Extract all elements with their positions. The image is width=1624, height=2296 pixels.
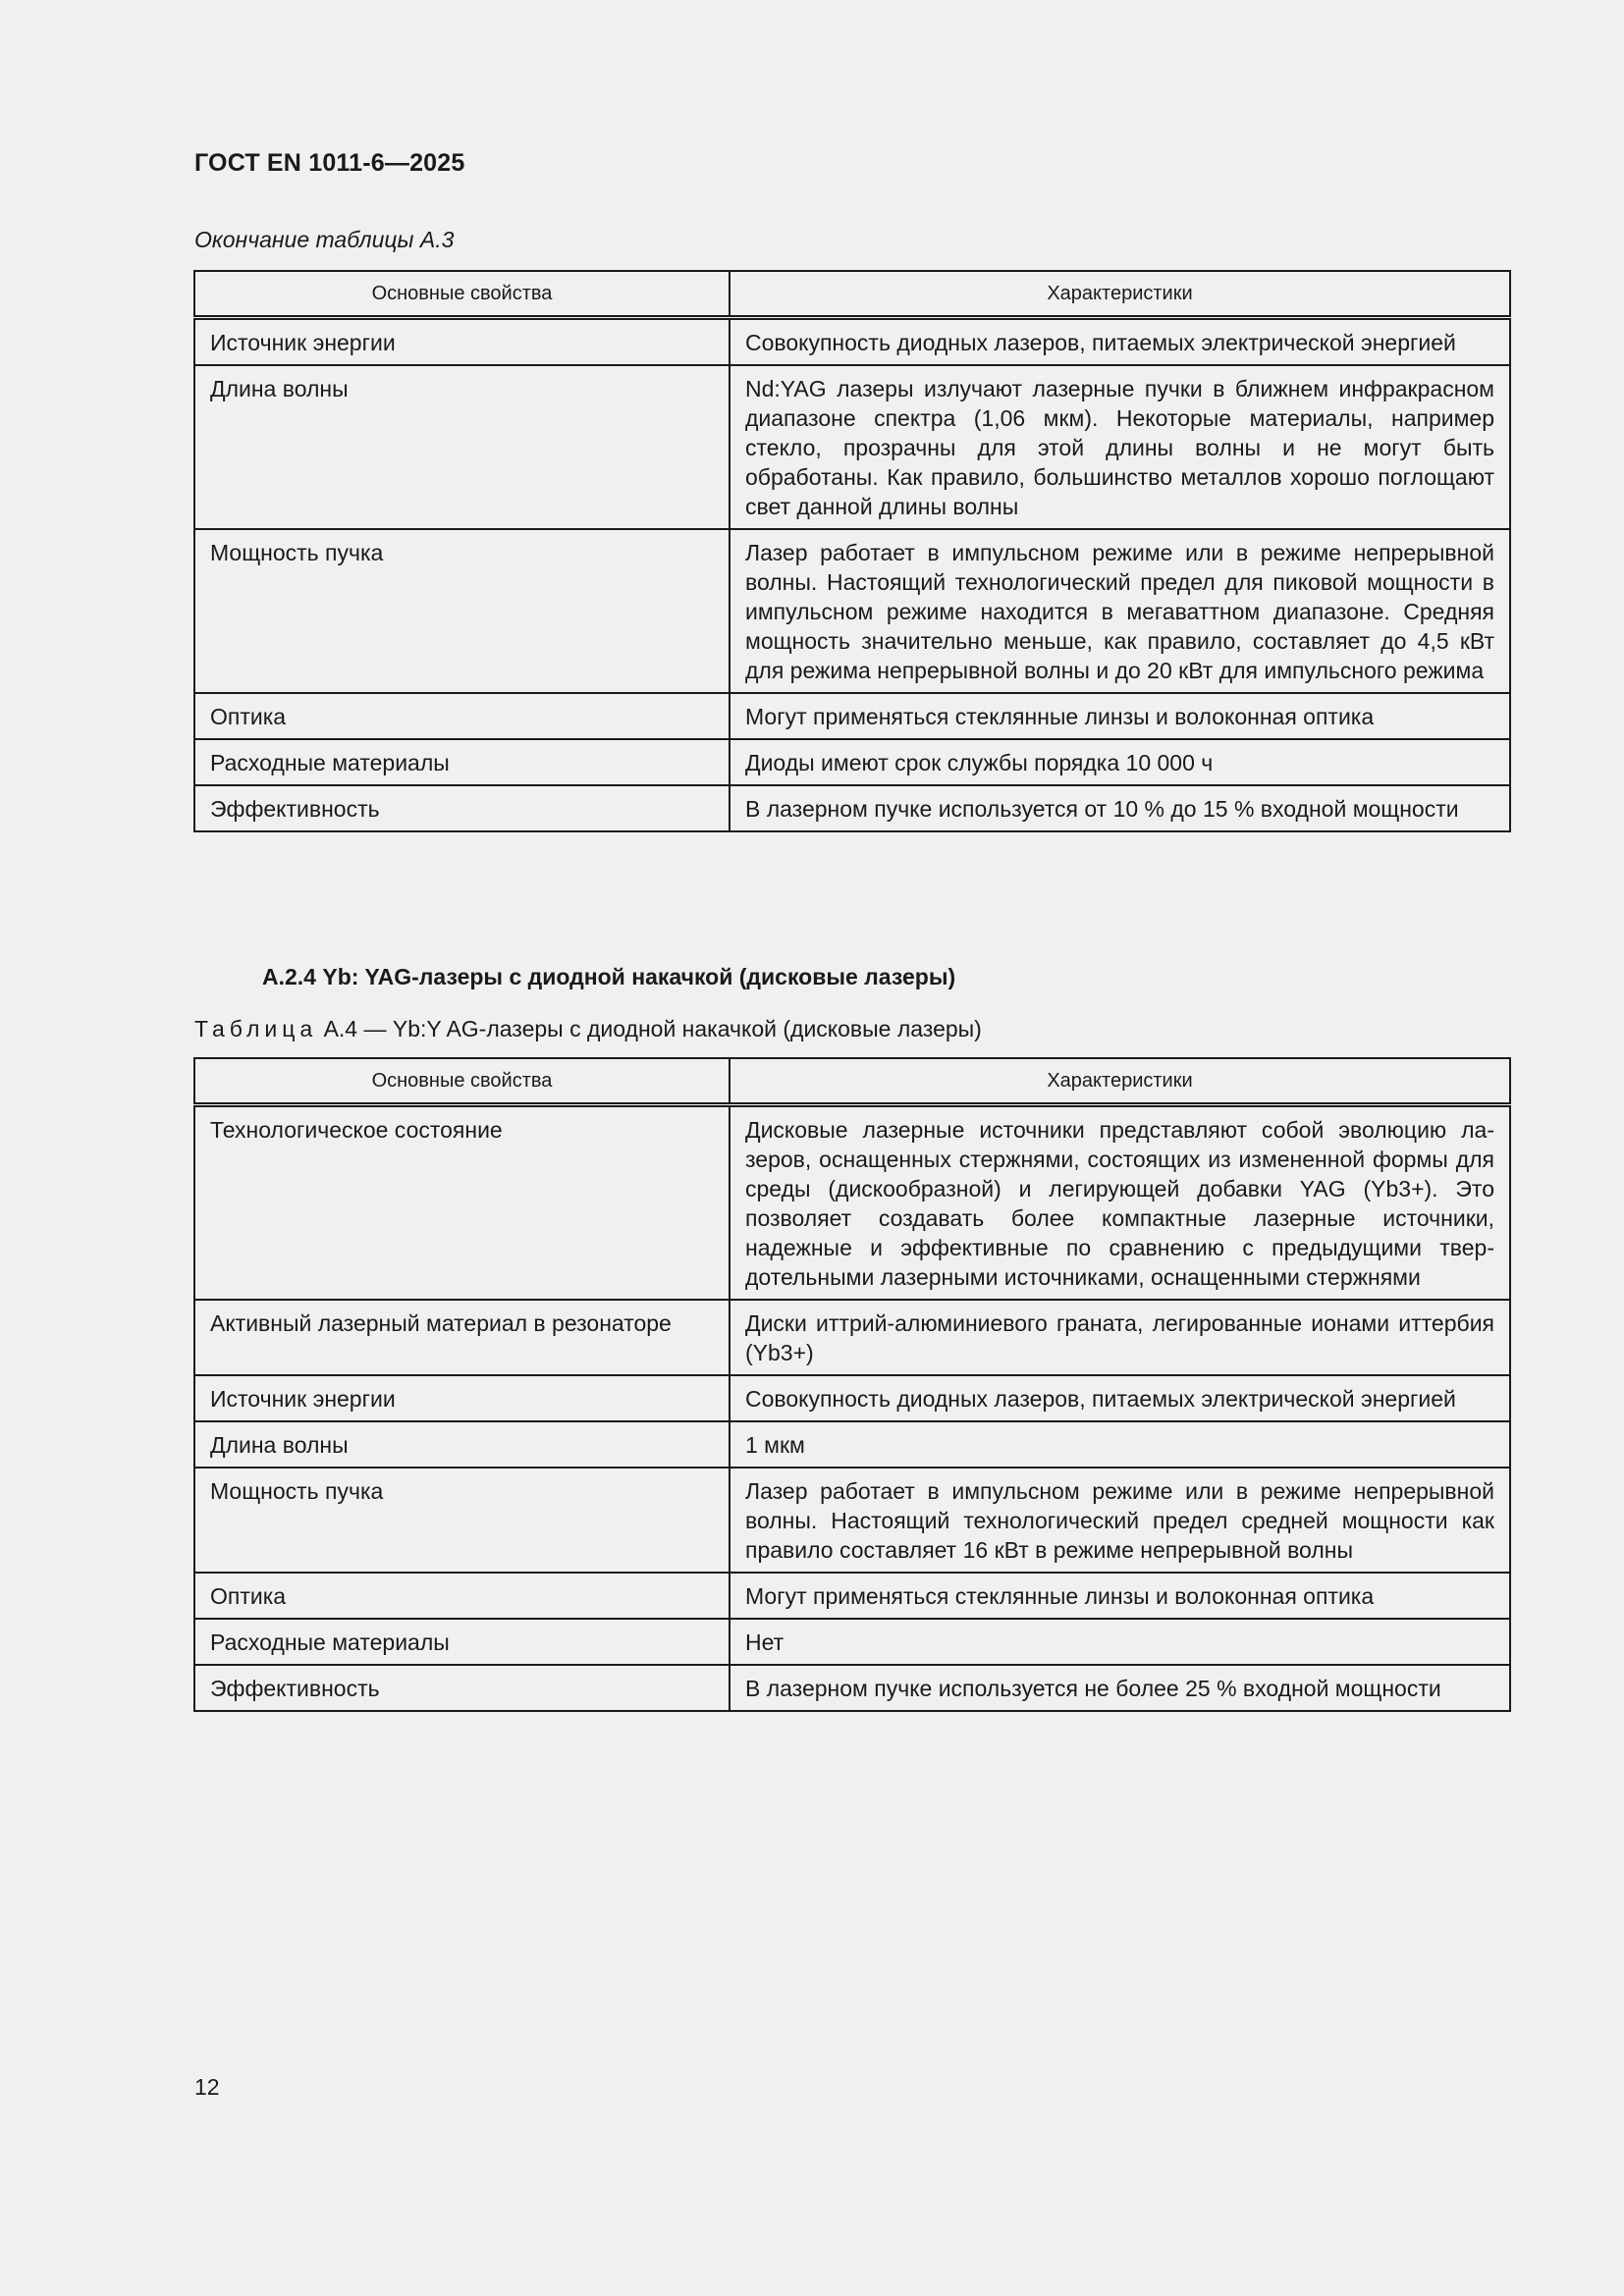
section-heading: А.2.4 Yb: YAG-лазеры с диодной накачкой (дисковые лазеры) — [262, 964, 956, 989]
characteristic-cell: Совокупность диодных лазеров, питаемых электрической энергией — [730, 1375, 1510, 1421]
property-cell: Эффективность — [194, 785, 730, 831]
characteristic-cell: В лазерном пучке используется не более 25 % входной мощности — [730, 1665, 1510, 1711]
property-cell: Активный лазерный материал в резонаторе — [194, 1300, 730, 1375]
table-row — [194, 693, 1510, 739]
characteristic-cell: 1 мкм — [730, 1421, 1510, 1468]
table-row — [194, 1105, 1510, 1301]
table-row — [194, 739, 1510, 785]
property-cell: Оптика — [194, 1573, 730, 1619]
characteristic-cell: Нет — [730, 1619, 1510, 1665]
characteristic-cell: Лазер работает в импульсном режиме или в режиме непрерывной волны. Настоящий технологический предел средней мощности как правило составляет 16 кВт в режиме непрерывной волны — [730, 1468, 1510, 1573]
table-row — [194, 318, 1510, 366]
property-cell: Длина волны — [194, 1421, 730, 1468]
characteristic-cell: Диски иттрий-алюминиевого граната, легированные ионами иттербия (Yb3+) — [730, 1300, 1510, 1375]
characteristic-cell: Совокупность диодных лазеров, питаемых электрической энергией — [730, 318, 1510, 366]
column-header-characteristics: Характеристики — [730, 271, 1510, 318]
table-row — [194, 1665, 1510, 1711]
table-a4-caption — [194, 1016, 982, 1042]
table-a3-caption: Окончание таблицы А.3 — [194, 227, 455, 252]
table-header-row — [194, 1058, 1510, 1105]
table-row — [194, 1300, 1510, 1375]
table-row — [194, 785, 1510, 831]
page-number: 12 — [194, 2074, 220, 2100]
table-row — [194, 529, 1510, 693]
document-header: ГОСТ EN 1011-6—2025 — [194, 149, 465, 177]
characteristic-cell: Диоды имеют срок службы порядка 10 000 ч — [730, 739, 1510, 785]
characteristic-cell: Дисковые лазерные источники представляют собой эволюцию лазеров, оснащенных стержнями, состоящих из измененной формы для среды (дискообразной) и легирующей добавки YAG (Yb3+). Это позволяет создавать более компактные лазерные источники, надежные и эффективные по сравнению с предыдущими твердотельными лазерными источниками, оснащенными стержнями — [730, 1105, 1510, 1301]
property-cell: Мощность пучка — [194, 1468, 730, 1573]
table-a4 — [193, 1057, 1511, 1712]
table-row — [194, 1421, 1510, 1468]
table-header-row — [194, 271, 1510, 318]
property-cell: Мощность пучка — [194, 529, 730, 693]
property-cell: Длина волны — [194, 365, 730, 529]
property-cell: Эффективность — [194, 1665, 730, 1711]
characteristic-cell: Могут применяться стеклянные линзы и волоконная оптика — [730, 693, 1510, 739]
property-cell: Источник энергии — [194, 318, 730, 366]
table-row — [194, 1375, 1510, 1421]
column-header-properties: Основные свойства — [194, 271, 730, 318]
property-cell: Оптика — [194, 693, 730, 739]
table-a3 — [193, 270, 1511, 832]
table-row — [194, 1619, 1510, 1665]
table-row — [194, 1468, 1510, 1573]
table-row — [194, 1573, 1510, 1619]
table-caption-text: А.4 — Yb:Y AG-лазеры с диодной накачкой (дисковые лазеры) — [323, 1016, 982, 1041]
characteristic-cell: Могут применяться стеклянные линзы и волоконная оптика — [730, 1573, 1510, 1619]
column-header-properties: Основные свойства — [194, 1058, 730, 1105]
characteristic-cell: Nd:YAG лазеры излучают лазерные пучки в ближнем инфракрасном диапазоне спектра (1,06 мкм). Некоторые материалы, например стекло, прозрачны для этой длины волны и не могут быть обработаны. Как правило, большинство металлов хорошо поглощают свет данной длины волны — [730, 365, 1510, 529]
characteristic-cell: Лазер работает в импульсном режиме или в режиме непрерывной волны. Настоящий технологический предел для пиковой мощности в импульсном режиме находится в мегаваттном диапазоне. Средняя мощность значительно меньше, как правило, составляет до 4,5 кВт для режима непрерывной волны и до 20 кВт для импульсного режима — [730, 529, 1510, 693]
property-cell: Источник энергии — [194, 1375, 730, 1421]
property-cell: Расходные материалы — [194, 1619, 730, 1665]
property-cell: Расходные материалы — [194, 739, 730, 785]
table-caption-label: Таблица — [194, 1016, 318, 1041]
characteristic-cell: В лазерном пучке используется от 10 % до 15 % входной мощности — [730, 785, 1510, 831]
property-cell: Технологическое состояние — [194, 1105, 730, 1301]
table-row — [194, 365, 1510, 529]
column-header-characteristics: Характеристики — [730, 1058, 1510, 1105]
